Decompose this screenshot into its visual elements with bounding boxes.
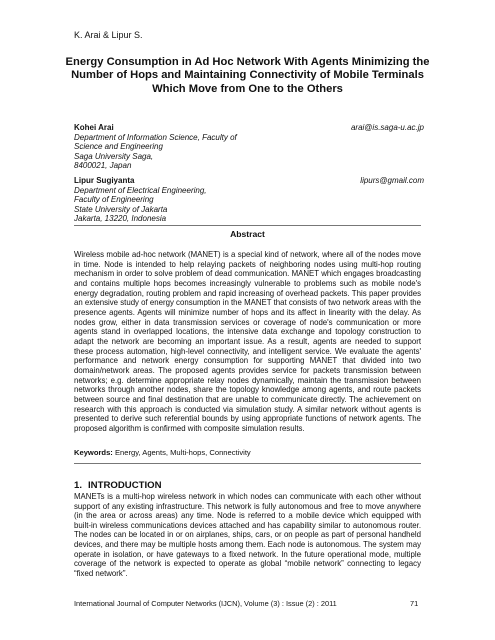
author-block bbox=[74, 176, 424, 224]
author-email: arai@is.saga-u.ac.jp bbox=[350, 123, 424, 132]
keywords-line bbox=[74, 448, 421, 457]
footer-journal: International Journal of Computer Networks (IJCN), Volume (3) : Issue (2) : 2011 bbox=[74, 599, 337, 608]
section-heading bbox=[74, 480, 162, 491]
author-affiliation: Department of Information Science, Faculty of Science and Engineering Saga University Saga, 8400021, Japan bbox=[74, 132, 237, 171]
author-block bbox=[74, 123, 424, 171]
introduction-text: MANETs is a multi-hop wireless network in which nodes can communicate with each other without support of any existing infrastructure. This network is fully autonomous and free to move anywhere (in the area or across areas) any time. Node is referred to a mobile device which equipped with built-in wireless communications devices attached and has capability similar to autonomous router. The nodes can be located in or on airplanes, ships, cars, or on people as part of personal handheld devices, and there may be multiple hosts among them. Each node is autonomous. The system may operate in isolation, or have gateways to a fixed network. In the future operational mode, multiple coverage of the network is expected to operate as global “mobile network” connecting to legacy “fixed network”. bbox=[74, 492, 421, 578]
keywords-text: Energy, Agents, Multi-hops, Connectivity bbox=[114, 448, 251, 457]
keywords-label: Keywords: bbox=[74, 448, 113, 457]
page-number: 71 bbox=[410, 599, 419, 608]
abstract-top-rule bbox=[74, 225, 421, 226]
author-name: Kohei Arai bbox=[74, 123, 114, 132]
section-number: 1. bbox=[74, 480, 83, 491]
keywords-bottom-rule bbox=[74, 463, 421, 464]
author-email: lipurs@gmail.com bbox=[360, 176, 424, 185]
abstract-text: Wireless mobile ad-hoc network (MANET) is a special kind of network, where all of the nodes move in time. Node is intended to help relaying packets of neighboring nodes using multi-hop routing mechanism in order to solve problem of dead communication. MANET which engages broadcasting and contains multiple hops becomes increasingly vulnerable to problems such as mobile node's energy degradation, routing problem and rapid increasing of overhead packets. This paper provides an extensive study of energy consumption in the MANET that consists of two network areas with the presence agents. Agents will minimize number of hops and its affect in linearity with the delay. As nodes grow, either in data transmission services or coverage of node's communication or more agents stand in overlapped locations, the intensive data exchange and topology construction to adapt the network are becoming an important issue. As a result, agents are needed to support these process automation, high-level connectivity, and intelligent service. We evaluate the agents' performance and network energy consumption for supporting MANET that divided into two domain/network areas. The proposed agents provides service for packets transmission between networks; e.g. determine appropriate relay nodes dynamically, maintain the transmission between networks through another nodes, share the topology knowledge among agents, and route packets between source and final destination that are unable to communicate directly. The achievement on research with this approach is conducted via simulation study. A similar network without agents is presented to derive such referential bounds by using appropriate functions of network agents. The proposed algorithm is confirmed with composite simulation results. bbox=[74, 250, 421, 433]
running-head: K. Arai & Lipur S. bbox=[74, 30, 143, 40]
author-affiliation: Department of Electrical Engineering, Faculty of Engineering State University of Jakarta Jakarta, 13220, Indonesia bbox=[74, 185, 207, 224]
abstract-heading: Abstract bbox=[230, 229, 265, 239]
section-title: INTRODUCTION bbox=[88, 480, 162, 491]
author-name: Lipur Sugiyanta bbox=[74, 176, 135, 185]
paper-title: Energy Consumption in Ad Hoc Network With Agents Minimizing the Number of Hops and Maintaining Connectivity of Mobile Terminals Which Move from One to the Others bbox=[65, 56, 430, 95]
